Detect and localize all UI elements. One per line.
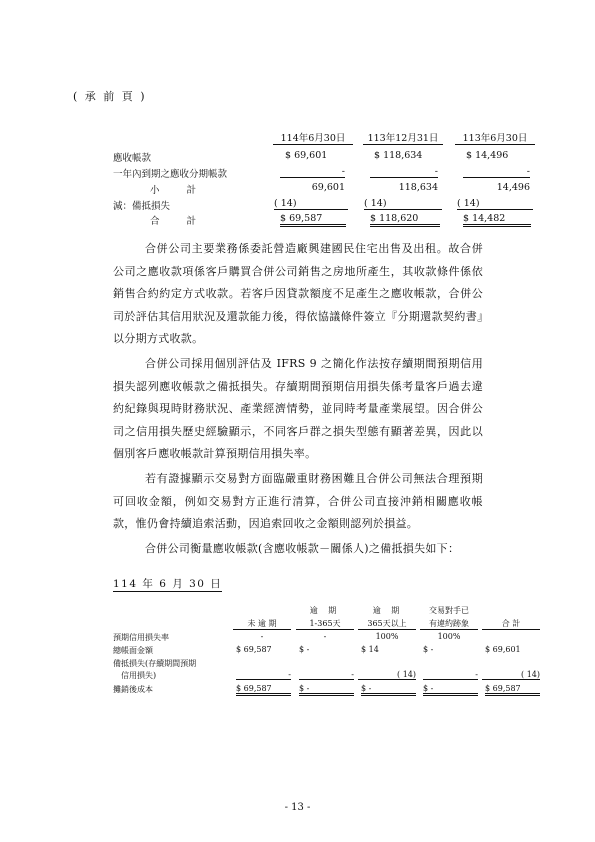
cell: $ 69,587 (280, 213, 346, 227)
cell: $ - (423, 684, 478, 696)
cell: 100% (437, 632, 461, 641)
col-header: 有違約跡象 (420, 618, 478, 630)
row-label: 合 計 (150, 216, 209, 227)
paragraph: 若有證據顯示交易對方面臨嚴重財務困難且合併公司無法合理預期可回收金額，例如交易對方正進行清算，合併公司直接沖銷相關應收帳款，惟仍會持續追索活動，因追索回收之金額則認列於損益。 (113, 471, 483, 531)
row-label: 攤銷後成本 (113, 685, 153, 694)
col-header: 合 計 (482, 618, 540, 630)
cell: - (299, 670, 354, 680)
cell: $ 14,482 (463, 213, 531, 227)
cell: $ - (423, 645, 434, 654)
row-label: 減：備抵損失 (113, 201, 171, 212)
cell: $ 69,587 (236, 645, 272, 654)
cell: - (370, 166, 438, 178)
cell: - (323, 632, 327, 641)
cell: $ - (299, 684, 354, 696)
paragraph: 合併公司採用個別評估及 IFRS 9 之簡化作法按存續期間預期信用損失認列應收帳款之備抵損失。存續期間預期信用損失係考量客戶過去違約紀錄與現時財務狀況、產業經濟情勢，並同時考量產業展望。因合併公司之信用損失歷史經驗顯示，不同客戶群之損失型態有顯著差異，因此以個別客戶應收帳款計算預期信用損失率。 (113, 356, 483, 461)
cell: $ 118,620 (370, 213, 440, 227)
cell: ( 14) (482, 670, 540, 680)
cell: ( 14) (358, 670, 416, 680)
cell: 69,601 (311, 182, 345, 193)
cell: $ - (299, 645, 310, 654)
col-header-top: 逾 期 (309, 606, 341, 615)
cell: $ 69,587 (236, 684, 291, 696)
body-text (113, 238, 483, 562)
cell: $ 118,634 (374, 150, 423, 161)
cell: $ 69,601 (485, 645, 521, 654)
cell: $ 69,601 (285, 150, 328, 161)
row-label: 預期信用損失率 (113, 633, 169, 642)
col-header-top: 交易對手已 (429, 606, 469, 615)
cell: 118,634 (398, 182, 438, 193)
cell: 14,496 (496, 182, 530, 193)
cell: 100% (375, 632, 399, 641)
row-label-cont: 信用損失) (121, 671, 157, 680)
cell: $ - (361, 684, 416, 696)
col-header-3: 113年6月30日 (455, 130, 535, 145)
row-label: 應收帳款 (113, 153, 152, 164)
col-header: 365天以上 (358, 618, 416, 630)
cell: ( 14) (364, 198, 442, 210)
date-heading: 114 年 6 月 30 日 (113, 578, 223, 590)
row-label: 小 計 (150, 185, 209, 196)
cell: $ 14,496 (466, 150, 509, 161)
cell: - (236, 670, 291, 680)
continued-marker: ( 承 前 頁 ) (73, 90, 147, 103)
col-header-1: 114年6月30日 (273, 130, 353, 145)
cell: ( 14) (457, 198, 533, 210)
page-number: - 13 - (284, 802, 311, 813)
paragraph: 合併公司衡量應收帳款(含應收帳款－關係人)之備抵損失如下： (145, 541, 460, 555)
cell: - (463, 166, 530, 178)
col-header: 1-365天 (296, 618, 354, 630)
row-label: 一年內到期之應收分期帳款 (113, 169, 228, 180)
row-label: 總帳面金額 (113, 646, 153, 655)
cell: - (423, 670, 478, 680)
cell: ( 14) (274, 198, 348, 210)
col-header-2: 113年12月31日 (363, 130, 443, 145)
cell: - (280, 166, 345, 178)
cell: $ 69,587 (485, 684, 540, 696)
col-header-top: 逾 期 (372, 606, 404, 615)
col-header: 未 逾 期 (233, 618, 291, 630)
cell: - (260, 632, 264, 641)
paragraph: 合併公司主要業務係委託營造廠興建國民住宅出售及出租。故合併公司之應收款項係客戶購買合併公司銷售之房地所產生，其收款條件係依銷售合約約定方式收款。若客戶因貸款額度不足產生之應收帳款，合併公司於評估其信用狀況及還款能力後，得依協議條件簽立『分期還款契約書』以分期方式收款。 (113, 242, 483, 346)
row-label: 備抵損失(存續期間預期 (113, 659, 197, 668)
cell: $ 14 (361, 645, 379, 654)
